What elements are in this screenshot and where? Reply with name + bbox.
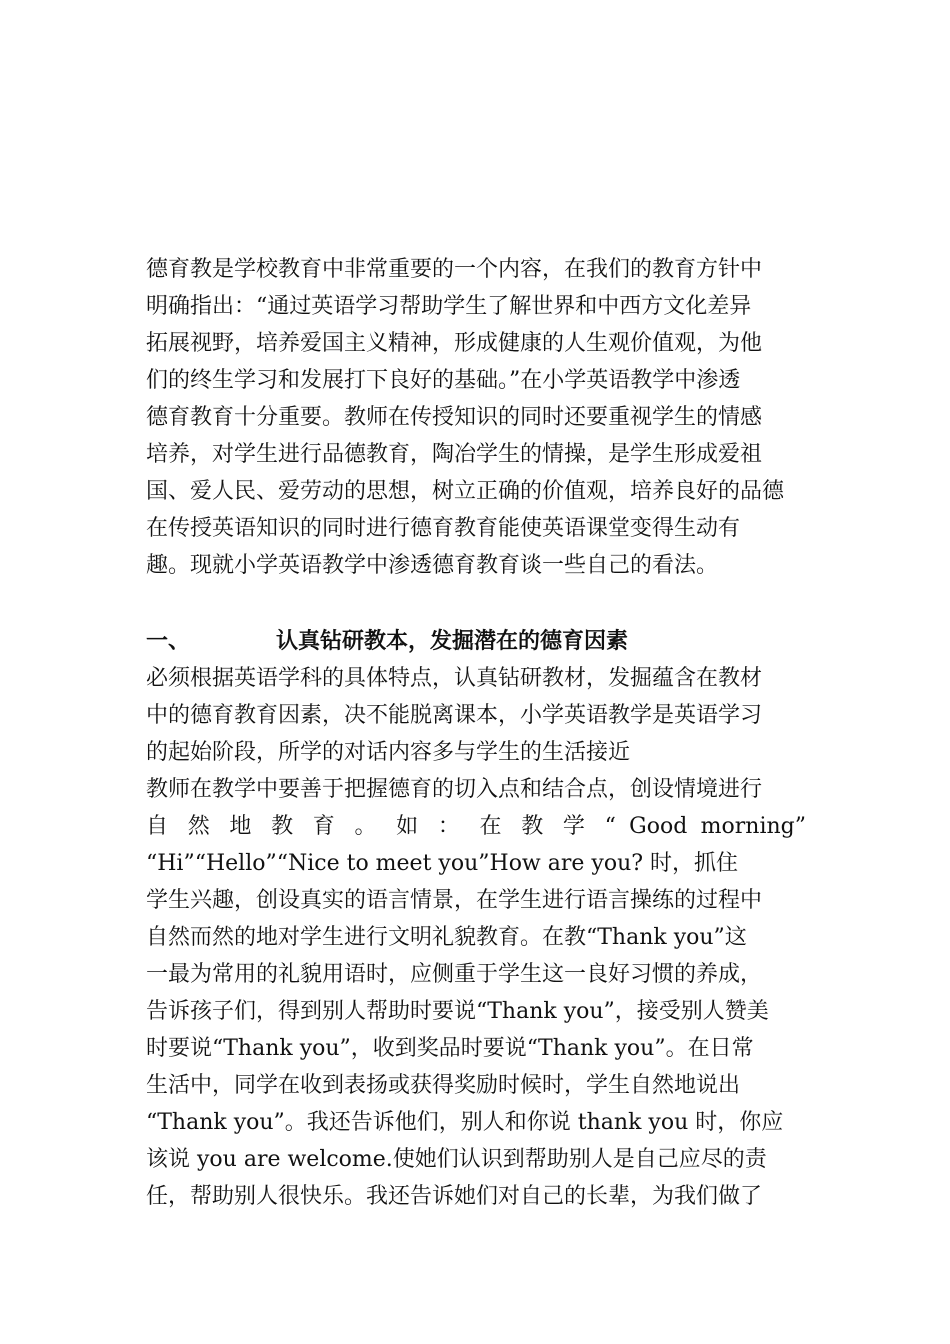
text-line: 德育教是学校教育中非常重要的一个内容，在我们的教育方针中 bbox=[146, 257, 763, 282]
body-paragraph bbox=[146, 660, 806, 1215]
text-line: “Hi”“Hello”“Nice to meet you”How are you? 时，抓住 bbox=[146, 851, 739, 876]
document-page bbox=[146, 251, 806, 1215]
text-line: 们的终生学习和发展打下良好的基础。”在小学英语教学中渗透 bbox=[146, 368, 741, 393]
text-line: 拓展视野，培养爱国主义精神，形成健康的人生观价值观，为他 bbox=[146, 331, 763, 356]
text-line: 任，帮助别人很快乐。我还告诉她们对自己的长辈，为我们做了 bbox=[146, 1184, 763, 1209]
intro-paragraph bbox=[146, 251, 806, 584]
text-line: 必须根据英语学科的具体特点，认真钻研教材，发掘蕴含在教材 bbox=[146, 666, 763, 691]
section-title: 认真钻研教本，发掘潜在的德育因素 bbox=[276, 628, 629, 654]
text-line: 生活中，同学在收到表扬或获得奖励时候时，学生自然地说出 bbox=[146, 1073, 741, 1098]
paragraph-gap bbox=[146, 584, 806, 623]
text-line: 中的德育教育因素，决不能脱离课本，小学英语教学是英语学习 bbox=[146, 703, 763, 728]
text-line: 在传授英语知识的同时进行德育教育能使英语课堂变得生动有 bbox=[146, 516, 741, 541]
section-heading bbox=[146, 623, 806, 660]
text-line: 该说 you are welcome.使她们认识到帮助别人是自己应尽的责 bbox=[146, 1147, 767, 1172]
text-line: 国、爱人民、爱劳动的思想，树立正确的价值观，培养良好的品德 bbox=[146, 479, 785, 504]
section-number: 一、 bbox=[146, 628, 191, 654]
text-line: 学生兴趣，创设真实的语言情景，在学生进行语言操练的过程中 bbox=[146, 888, 763, 913]
text-line: 的起始阶段，所学的对话内容多与学生的生活接近 bbox=[146, 740, 631, 765]
text-line: 自然而然的地对学生进行文明礼貌教育。在教“Thank you”这 bbox=[146, 925, 747, 950]
text-line: “Thank you”。我还告诉他们，别人和你说 thank you 时，你应 bbox=[146, 1110, 784, 1135]
text-line: 时要说“Thank you”，收到奖品时要说“Thank you”。在日常 bbox=[146, 1036, 754, 1061]
text-line: 明确指出：“通过英语学习帮助学生了解世界和中西方文化差异 bbox=[146, 294, 752, 319]
text-line: 教师在教学中要善于把握德育的切入点和结合点，创设情境进行 bbox=[146, 777, 763, 802]
text-line: 德育教育十分重要。教师在传授知识的同时还要重视学生的情感 bbox=[146, 405, 763, 430]
text-line: 一最为常用的礼貌用语时，应侧重于学生这一良好习惯的养成， bbox=[146, 962, 763, 987]
text-line: 培养，对学生进行品德教育，陶冶学生的情操，是学生形成爱祖 bbox=[146, 442, 763, 467]
text-line: 自 然 地 教 育 。 如 ： 在 教 学 “ Good morning” bbox=[146, 814, 806, 839]
text-line: 趣。现就小学英语教学中渗透德育教育谈一些自己的看法。 bbox=[146, 553, 719, 578]
text-line: 告诉孩子们，得到别人帮助时要说“Thank you”，接受别人赞美 bbox=[146, 999, 769, 1024]
